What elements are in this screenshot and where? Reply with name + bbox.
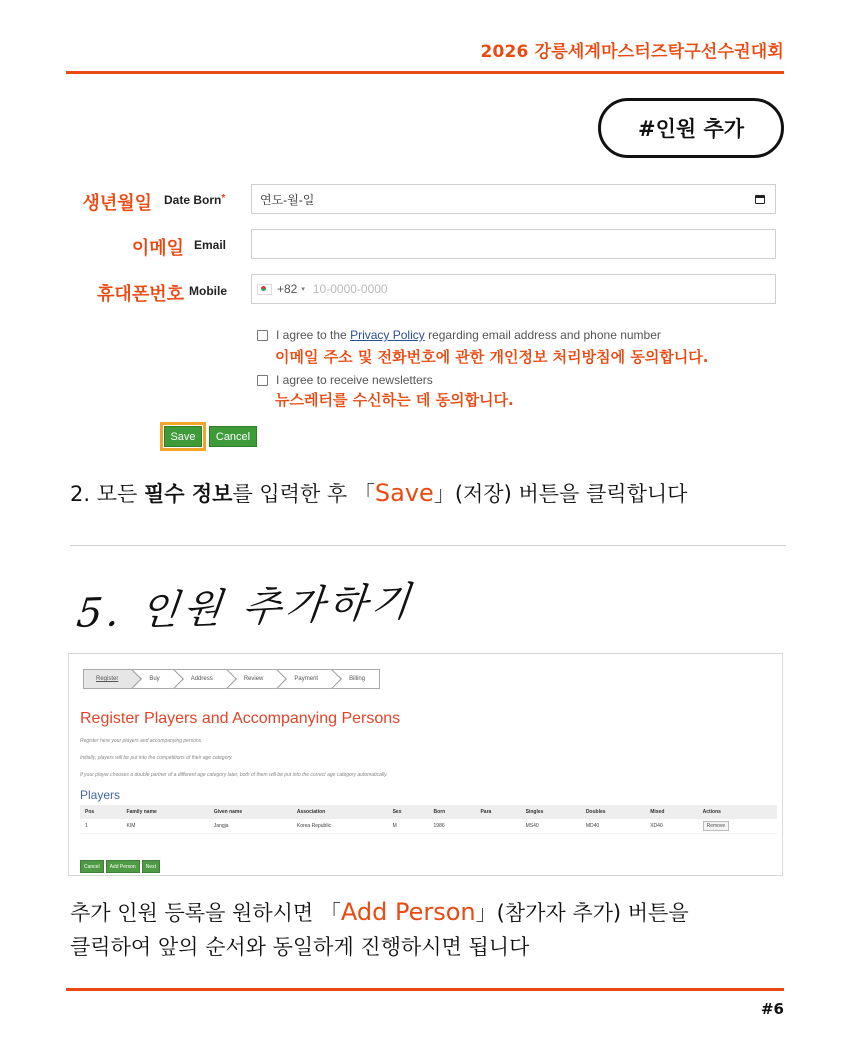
register-desc-1: Register here your players and accompanying persons. — [80, 738, 203, 744]
cell-singles: MS40 — [521, 819, 581, 834]
step-register: Register — [83, 669, 132, 689]
save-highlight — [160, 422, 206, 451]
cell-actions — [698, 819, 777, 834]
date-born-label: Date Born* — [164, 193, 226, 207]
chevron-down-icon[interactable]: ▾ — [301, 286, 305, 293]
col-association: Association — [292, 805, 388, 819]
col-given-name: Given name — [209, 805, 292, 819]
newsletter-checkbox[interactable] — [257, 375, 268, 386]
cell-given-name: Jangja — [209, 819, 292, 834]
step-billing: Billing — [332, 669, 380, 689]
section-title: 5. 인원 추가하기 — [74, 579, 417, 637]
add-person-instruction-line2: 클릭하여 앞의 순서와 동일하게 진행하시면 됩니다 — [70, 935, 530, 959]
footer-divider — [66, 988, 784, 991]
players-heading: Players — [80, 788, 121, 802]
date-born-input[interactable] — [251, 184, 776, 214]
step2-instruction: 2. 모든 필수 정보를 입력한 후 「Save」(저장) 버튼을 클릭합니다 — [70, 479, 688, 507]
email-label: Email — [194, 238, 227, 252]
table-row — [80, 819, 777, 834]
screenshot-buttons — [80, 860, 160, 873]
privacy-checkbox[interactable] — [257, 330, 268, 341]
add-person-highlight: Add Person — [340, 898, 476, 926]
screenshot-cancel-button[interactable]: Cancel — [80, 860, 104, 873]
email-input[interactable] — [251, 229, 776, 259]
remove-button[interactable]: Remove — [703, 821, 730, 831]
korea-flag-icon[interactable] — [257, 284, 272, 295]
cell-association: Korea Republic — [292, 819, 388, 834]
newsletter-agree-text: I agree to receive newsletters — [276, 373, 433, 387]
step-payment: Payment — [277, 669, 332, 689]
register-desc-2: Initially, players will be put into the competitions of their age category. — [80, 755, 233, 761]
add-person-instruction-line1: 추가 인원 등록을 원하시면 「Add Person」(참가자 추가) 버튼을 — [70, 898, 689, 926]
cell-doubles: MD40 — [581, 819, 645, 834]
players-table — [80, 805, 777, 834]
col-doubles: Doubles — [581, 805, 645, 819]
date-born-label-kr: 생년월일 — [82, 193, 152, 214]
col-para: Para — [475, 805, 520, 819]
country-code[interactable]: +82 — [277, 282, 298, 296]
mobile-input[interactable] — [251, 274, 776, 304]
step-buy: Buy — [132, 669, 173, 689]
cancel-button[interactable]: Cancel — [209, 426, 257, 447]
cell-mixed: XD40 — [645, 819, 697, 834]
cell-born: 1986 — [429, 819, 476, 834]
privacy-policy-link[interactable]: Privacy Policy — [350, 328, 425, 342]
col-sex: Sex — [388, 805, 429, 819]
progress-steps — [83, 669, 380, 689]
date-born-value: 연도-월-일 — [260, 192, 315, 207]
cell-sex: M — [388, 819, 429, 834]
col-mixed: Mixed — [645, 805, 697, 819]
document-title: 2026 강릉세계마스터즈탁구선수권대회 — [480, 42, 784, 62]
registration-screenshot — [68, 653, 783, 876]
save-button[interactable]: Save — [164, 426, 202, 447]
col-singles: Singles — [521, 805, 581, 819]
col-family-name: Family name — [122, 805, 209, 819]
cell-pos: 1 — [80, 819, 122, 834]
add-person-button[interactable]: Add Person — [106, 860, 140, 873]
mobile-label-kr: 휴대폰번호 — [97, 284, 184, 305]
step-address: Address — [174, 669, 227, 689]
col-actions: Actions — [698, 805, 777, 819]
header-divider — [66, 71, 784, 74]
mobile-label: Mobile — [189, 284, 227, 298]
next-button[interactable]: Next — [142, 860, 160, 873]
cell-para — [475, 819, 520, 834]
page-number: #6 — [760, 1000, 784, 1018]
calendar-icon[interactable] — [755, 195, 765, 204]
register-desc-3: If your player chooses a double partner of a different age category later, both of them will be put into the correct age category automatically. — [80, 772, 388, 778]
mobile-placeholder: 10-0000-0000 — [312, 282, 388, 296]
section-divider — [70, 545, 786, 546]
table-header-row — [80, 805, 777, 819]
required-mark: * — [221, 193, 226, 204]
col-pos: Pos — [80, 805, 122, 819]
save-highlight-text: Save — [374, 479, 434, 507]
privacy-note-kr: 이메일 주소 및 전화번호에 관한 개인정보 처리방침에 동의합니다. — [275, 348, 709, 366]
register-title: Register Players and Accompanying Persons — [80, 710, 401, 727]
col-born: Born — [429, 805, 476, 819]
step-review: Review — [227, 669, 278, 689]
section-tag: #인원 추가 — [598, 98, 784, 158]
email-label-kr: 이메일 — [131, 238, 184, 259]
cell-family-name: KIM — [122, 819, 209, 834]
newsletter-note-kr: 뉴스레터를 수신하는 데 동의합니다. — [275, 391, 514, 409]
privacy-agree-text: I agree to the Privacy Policy regarding email address and phone number — [276, 328, 661, 342]
